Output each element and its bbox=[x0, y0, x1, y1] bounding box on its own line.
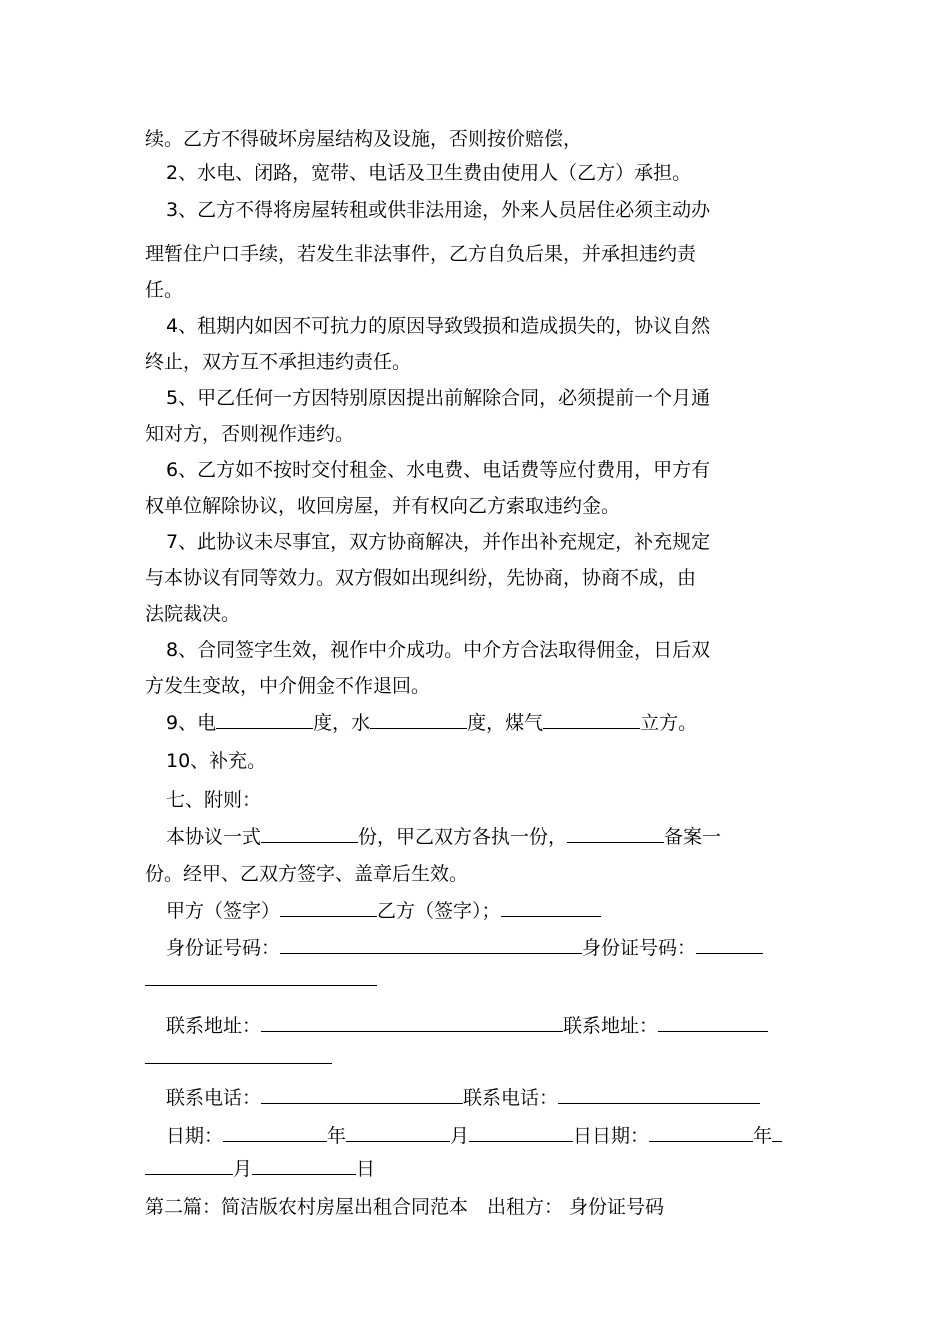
text: 联系电话： bbox=[166, 1087, 262, 1109]
address-line bbox=[166, 1010, 768, 1040]
next-section-heading: 第二篇：简洁版农村房屋出租合同范本 出租方： 身份证号码 bbox=[145, 1196, 665, 1218]
text-line: 任。 bbox=[145, 279, 184, 301]
text: 联系地址： bbox=[563, 1015, 659, 1037]
text: 备案一 bbox=[664, 826, 722, 848]
clause-3: 3、乙方不得将房屋转租或供非法用途，外来人员居住必须主动办 bbox=[166, 199, 711, 221]
text: 乙方（签字）； bbox=[377, 900, 501, 922]
text: 日 bbox=[356, 1158, 376, 1180]
text-line: 权单位解除协议，收回房屋，并有权向乙方索取违约金。 bbox=[145, 495, 621, 517]
blank-line[interactable] bbox=[145, 1042, 332, 1064]
blank-line[interactable] bbox=[543, 707, 640, 729]
blank-line[interactable] bbox=[649, 1120, 753, 1142]
text: 9、电 bbox=[166, 712, 217, 734]
text: 身份证号码： bbox=[582, 937, 697, 959]
id-number-line bbox=[166, 932, 763, 962]
blank-line[interactable] bbox=[370, 707, 467, 729]
text: 年 bbox=[327, 1125, 347, 1147]
blank-line[interactable] bbox=[252, 1153, 356, 1175]
text-line: 方发生变故，中介佣金不作退回。 bbox=[145, 675, 431, 697]
blank-line[interactable] bbox=[216, 707, 313, 729]
text: 月 bbox=[450, 1125, 470, 1147]
signature-line bbox=[166, 895, 601, 925]
clause-8: 8、合同签字生效，视作中介成功。中介方合法取得佣金，日后双 bbox=[166, 639, 711, 661]
date-line bbox=[166, 1120, 782, 1150]
blank-line[interactable] bbox=[501, 895, 601, 917]
text-line: 续。乙方不得破坏房屋结构及设施，否则按价赔偿， bbox=[145, 128, 583, 150]
text: 月 bbox=[233, 1158, 253, 1180]
section-heading: 七、附则： bbox=[166, 789, 262, 811]
blank-line[interactable] bbox=[772, 1120, 782, 1142]
blank-line[interactable] bbox=[346, 1120, 450, 1142]
blank-line[interactable] bbox=[558, 1082, 760, 1104]
blank-line[interactable] bbox=[280, 895, 377, 917]
text-line: 终止，双方互不承担违约责任。 bbox=[145, 351, 412, 373]
text-line bbox=[166, 821, 721, 851]
blank-line[interactable] bbox=[469, 1120, 573, 1142]
text-line: 知对方，否则视作违约。 bbox=[145, 423, 355, 445]
text: 本协议一式 bbox=[166, 826, 262, 848]
blank-line[interactable] bbox=[567, 821, 664, 843]
blank-line[interactable] bbox=[261, 821, 358, 843]
date-continuation bbox=[145, 1153, 375, 1183]
text: 联系地址： bbox=[166, 1015, 262, 1037]
clause-10: 10、补充。 bbox=[166, 750, 267, 772]
continuation-line bbox=[145, 964, 377, 994]
text: 立方。 bbox=[640, 712, 698, 734]
blank-line[interactable] bbox=[261, 1082, 463, 1104]
blank-line[interactable] bbox=[658, 1010, 768, 1032]
clause-2: 2、水电、闭路，宽带、电话及卫生费由使用人（乙方）承担。 bbox=[166, 162, 692, 184]
clause-7: 7、此协议未尽事宜，双方协商解决，并作出补充规定，补充规定 bbox=[166, 531, 711, 553]
text: 度，煤气 bbox=[467, 712, 544, 734]
continuation-line bbox=[145, 1042, 332, 1072]
text-line: 与本协议有同等效力。双方假如出现纠纷，先协商，协商不成，由 bbox=[145, 567, 697, 589]
blank-line[interactable] bbox=[145, 964, 377, 986]
text-line: 份。经甲、乙双方签字、盖章后生效。 bbox=[145, 863, 469, 885]
blank-line[interactable] bbox=[261, 1010, 563, 1032]
blank-line[interactable] bbox=[696, 932, 763, 954]
text-line: 法院裁决。 bbox=[145, 603, 241, 625]
clause-6: 6、乙方如不按时交付租金、水电费、电话费等应付费用，甲方有 bbox=[166, 459, 711, 481]
text: 日期： bbox=[166, 1125, 224, 1147]
blank-line[interactable] bbox=[280, 932, 582, 954]
text-line: 理暂住户口手续，若发生非法事件，乙方自负后果，并承担违约责 bbox=[145, 243, 697, 265]
text: 联系电话： bbox=[463, 1087, 559, 1109]
phone-line bbox=[166, 1082, 760, 1112]
blank-line[interactable] bbox=[223, 1120, 327, 1142]
clause-4: 4、租期内如因不可抗力的原因导致毁损和造成损失的，协议自然 bbox=[166, 315, 711, 337]
text: 份，甲乙双方各执一份， bbox=[358, 826, 568, 848]
text: 度，水 bbox=[313, 712, 371, 734]
text: 日日期： bbox=[573, 1125, 650, 1147]
text: 甲方（签字） bbox=[166, 900, 281, 922]
text: 身份证号码： bbox=[166, 937, 281, 959]
text: 年 bbox=[753, 1125, 773, 1147]
clause-5: 5、甲乙任何一方因特别原因提出前解除合同，必须提前一个月通 bbox=[166, 387, 711, 409]
clause-9 bbox=[166, 707, 697, 737]
blank-line[interactable] bbox=[145, 1153, 233, 1175]
